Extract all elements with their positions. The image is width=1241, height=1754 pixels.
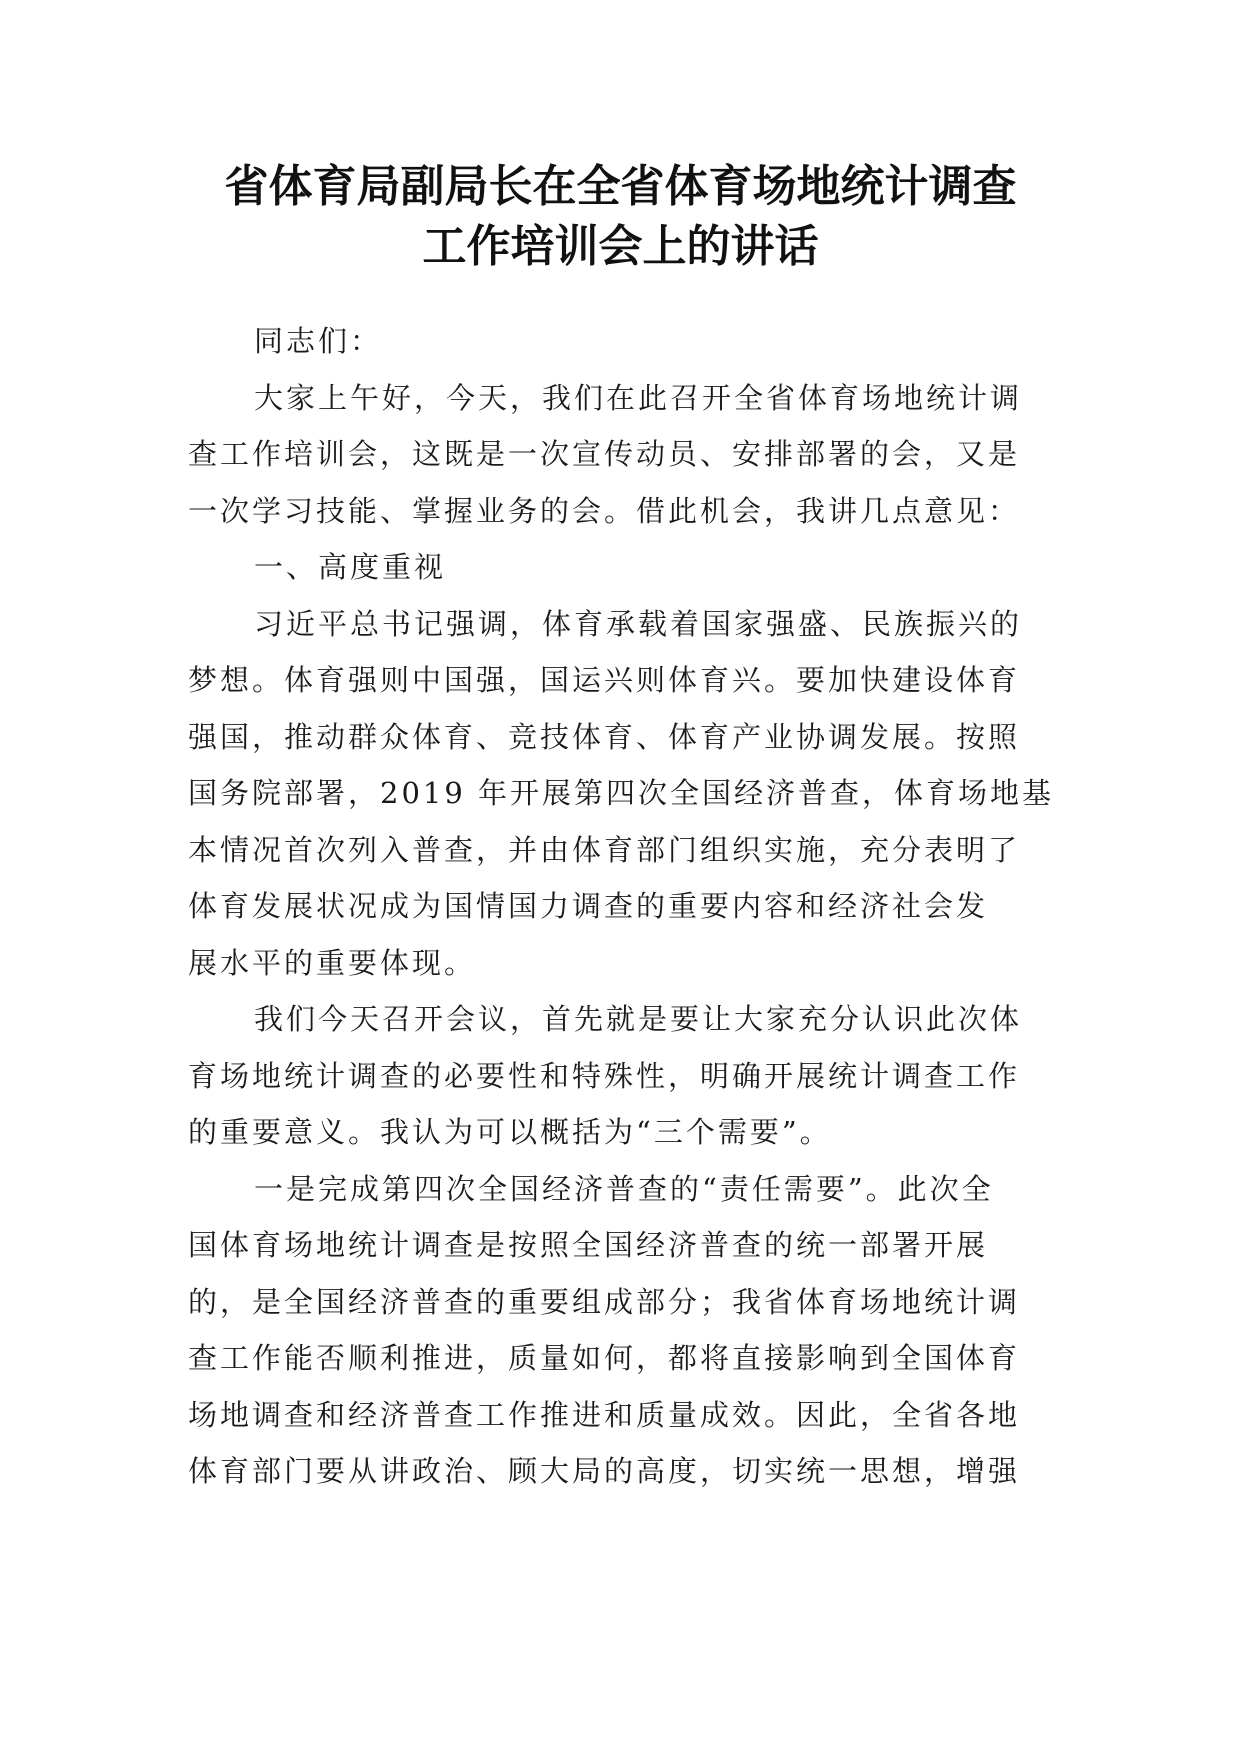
paragraph-line: 的重要意义。我认为可以概括为“三个需要”。 <box>188 1115 832 1149</box>
paragraph-line: 国务院部署，2019 年开展第四次全国经济普查，体育场地基 <box>188 776 1055 810</box>
paragraph-line: 查工作能否顺利推进，质量如何，都将直接影响到全国体育 <box>188 1341 1021 1375</box>
paragraph-line: 体育部门要从讲政治、顾大局的高度，切实统一思想，增强 <box>188 1454 1021 1488</box>
paragraph-line: 一次学习技能、掌握业务的会。借此机会，我讲几点意见： <box>188 493 1021 528</box>
paragraph-line: 本情况首次列入普查，并由体育部门组织实施，充分表明了 <box>188 832 1021 867</box>
paragraph-line: 育场地统计调查的必要性和特殊性，明确开展统计调查工作 <box>188 1058 1021 1093</box>
salutation: 同志们： <box>254 324 383 358</box>
paragraph-line: 国体育场地统计调查是按照全国经济普查的统一部署开展 <box>188 1228 989 1262</box>
paragraph-line: 强国，推动群众体育、竞技体育、体育产业协调发展。按照 <box>188 719 1021 754</box>
paragraph-line: 习近平总书记强调，体育承载着国家强盛、民族振兴的 <box>254 606 1023 641</box>
paragraph-line: 查工作培训会，这既是一次宣传动员、安排部署的会，又是 <box>188 437 1021 471</box>
paragraph-line: 我们今天召开会议，首先就是要让大家充分认识此次体 <box>254 1002 1023 1036</box>
paragraph-line: 展水平的重要体现。 <box>188 945 477 980</box>
paragraph-line: 梦想。体育强则中国强，国运兴则体育兴。要加快建设体育 <box>188 663 1021 697</box>
document-body <box>188 313 1054 1500</box>
paragraph-line: 体育发展状况成为国情国力调查的重要内容和经济社会发 <box>188 889 989 923</box>
document-title-line-2: 工作培训会上的讲话 <box>422 221 819 272</box>
paragraph-line: 大家上午好，今天，我们在此召开全省体育场地统计调 <box>254 380 1023 415</box>
document-title-line-1: 省体育局副局长在全省体育场地统计调查 <box>224 161 1017 212</box>
paragraph-line: 的，是全国经济普查的重要组成部分；我省体育场地统计调 <box>188 1284 1021 1319</box>
paragraph-line: 一是完成第四次全国经济普查的“责任需要”。此次全 <box>254 1171 994 1206</box>
paragraph-line: 场地调查和经济普查工作推进和质量成效。因此，全省各地 <box>188 1397 1021 1432</box>
section-heading: 一、高度重视 <box>254 550 447 584</box>
